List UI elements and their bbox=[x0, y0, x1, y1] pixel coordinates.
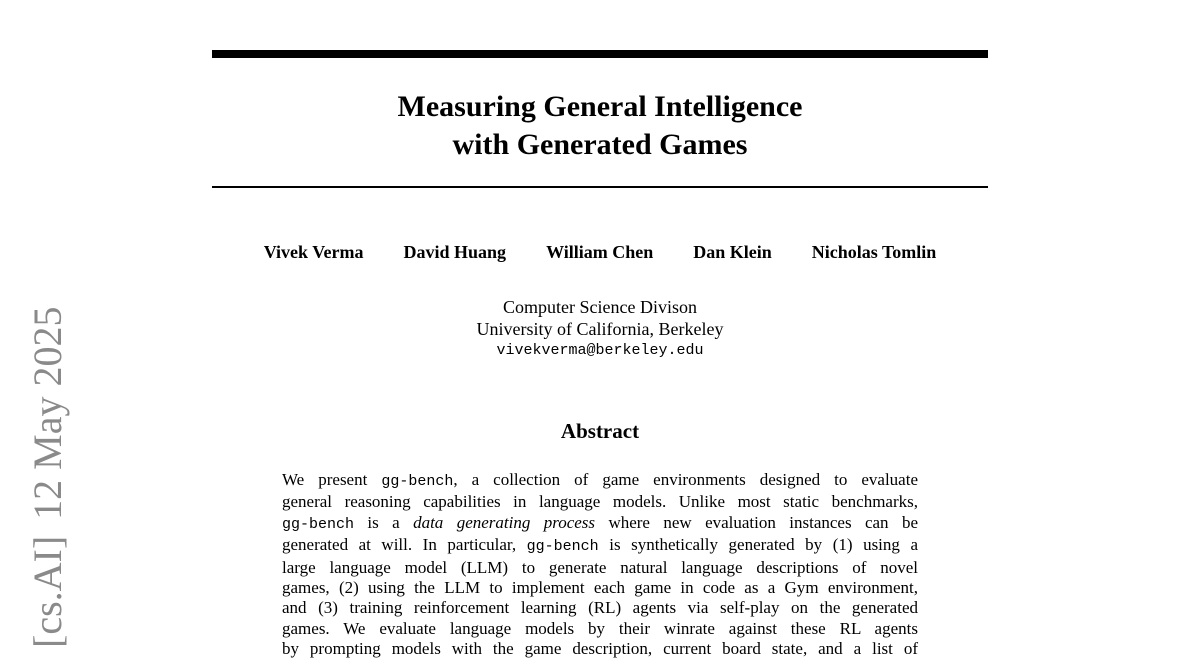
abstract-line bbox=[282, 535, 918, 557]
title-top-rule bbox=[212, 50, 988, 58]
affiliation bbox=[212, 296, 988, 362]
author-list bbox=[212, 240, 988, 264]
abstract-text: where new evaluation instances can be bbox=[595, 512, 918, 532]
code-term: gg-bench bbox=[381, 473, 454, 490]
author: Vivek Verma bbox=[263, 242, 364, 262]
abstract-line: games, (2) using the LLM to implement each game in code as a Gym environment, bbox=[282, 578, 918, 598]
abstract-text: is synthetically generated by (1) using a bbox=[598, 535, 919, 555]
abstract-line: games. We evaluate language models by their winrate against these RL agents bbox=[282, 618, 918, 638]
arxiv-category: [cs.AI] bbox=[25, 535, 70, 648]
title-line-1: Measuring General Intelligence bbox=[397, 90, 803, 123]
abstract-text: is a bbox=[354, 512, 414, 532]
abstract-body bbox=[282, 470, 918, 660]
code-term: gg-bench bbox=[526, 538, 599, 556]
code-term: gg-bench bbox=[282, 515, 355, 533]
emphasis-text: data generating process bbox=[413, 512, 596, 532]
author: William Chen bbox=[546, 242, 654, 262]
arxiv-stamp bbox=[24, 298, 72, 648]
abstract-text: , a collection of game environments designed to evaluate bbox=[453, 470, 918, 489]
abstract-line: large language model (LLM) to generate natural language descriptions of novel bbox=[282, 557, 918, 577]
abstract-line: and (3) training reinforcement learning (RL) agents via self-play on the generated bbox=[282, 598, 918, 618]
abstract-text: We present bbox=[282, 470, 382, 489]
author: David Huang bbox=[403, 242, 507, 262]
paper-title bbox=[212, 88, 988, 164]
arxiv-date: 12 May 2025 bbox=[25, 306, 70, 520]
abstract-line: by prompting models with the game description, current board state, and a list of bbox=[282, 639, 918, 659]
affiliation-university: University of California, Berkeley bbox=[476, 319, 724, 339]
title-bottom-rule bbox=[212, 186, 988, 188]
abstract-line bbox=[282, 470, 918, 492]
author: Nicholas Tomlin bbox=[811, 242, 937, 262]
abstract-line bbox=[282, 513, 918, 535]
affiliation-dept: Computer Science Divison bbox=[503, 297, 697, 317]
author: Dan Klein bbox=[693, 242, 772, 262]
affiliation-email: vivekverma@berkeley.edu bbox=[496, 342, 704, 359]
abstract-heading: Abstract bbox=[560, 419, 640, 443]
title-line-2: with Generated Games bbox=[452, 128, 748, 161]
abstract-text: generated at will. In particular, bbox=[282, 535, 527, 555]
abstract-line: general reasoning capabilities in language models. Unlike most static benchmarks, bbox=[282, 492, 918, 512]
